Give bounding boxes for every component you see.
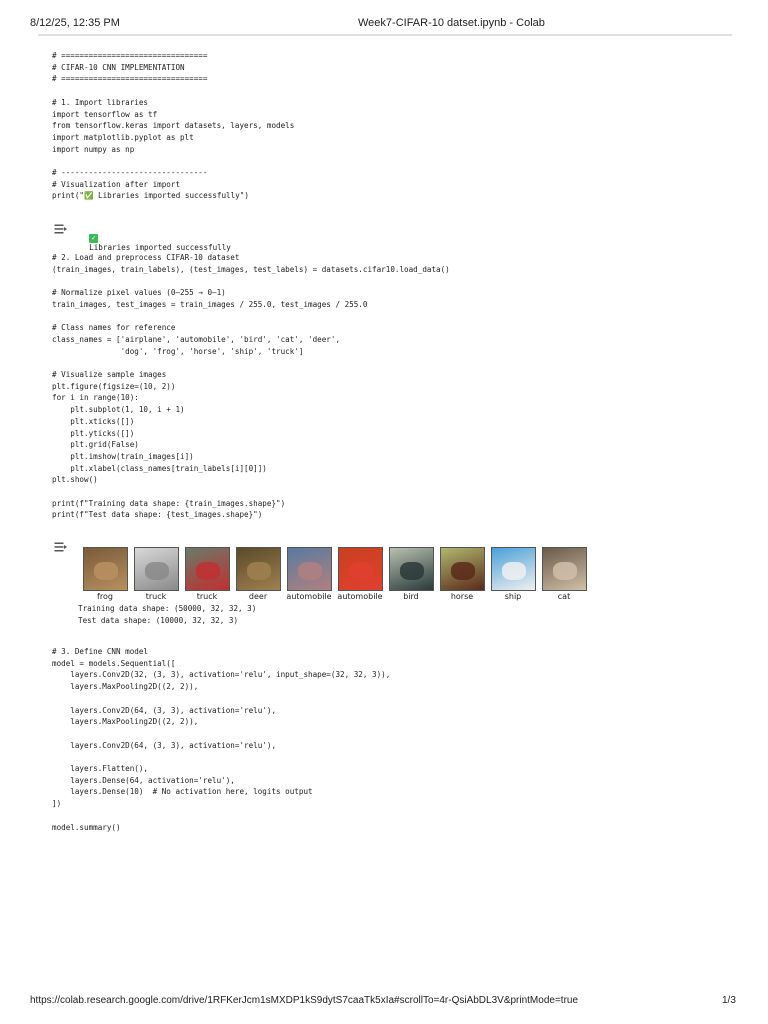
code-cell-imports[interactable]: # ================================ # CIFAR-10 CNN IMPLEMENTATION # ================================ # 1. Import libraries import tensorflow as tf from tensorflow.keras import datasets, layers, models import matplotlib.pyplot as plt import numpy as np # -------------------------------- # Visualization after import print("✅ Libraries imported successfully") xyxy=(52,51,295,201)
image-subject xyxy=(553,562,577,580)
sample-image-truck xyxy=(185,547,230,591)
sample-image-label: deer xyxy=(248,592,268,601)
sample-image-label: cat xyxy=(557,592,571,601)
cell-output-test-shape: Test data shape: (10000, 32, 32, 3) xyxy=(78,616,239,625)
notebook-title: Week7-CIFAR-10 datset.ipynb - Colab xyxy=(358,17,545,29)
output-text: Libraries imported successfully xyxy=(89,243,231,252)
image-subject xyxy=(145,562,169,580)
image-subject xyxy=(451,562,475,580)
sample-images-strip xyxy=(83,547,593,603)
sample-image-truck xyxy=(134,547,179,591)
code-cell-define-model[interactable]: # 3. Define CNN model model = models.Sequential([ layers.Conv2D(32, (3, 3), activation='relu', input_shape=(32, 32, 3)), layers.MaxPooling2D((2, 2)), layers.Conv2D(64, (3, 3), activation='relu'), layers.MaxPooling2D((2, 2)), layers.Conv2D(64, (3, 3), activation='relu'), layers.Flatten(), layers.Dense(64, activation='relu'), layers.Dense(10) # No activation here, logits output ]) model.summary() xyxy=(52,647,391,832)
sample-image-ship xyxy=(491,547,536,591)
image-subject xyxy=(247,562,271,580)
sample-image-cat xyxy=(542,547,587,591)
sample-image-label: truck xyxy=(145,592,167,601)
sample-image-horse xyxy=(440,547,485,591)
sample-image-label: automobile xyxy=(337,592,383,601)
sample-image-label: bird xyxy=(403,592,419,601)
cell-output-train-shape: Training data shape: (50000, 32, 32, 3) xyxy=(78,604,257,613)
sample-image-automobile xyxy=(338,547,383,591)
header-divider xyxy=(38,34,732,36)
image-subject xyxy=(349,562,373,580)
sample-image-label: truck xyxy=(196,592,218,601)
sample-image-label: automobile xyxy=(286,592,332,601)
sample-image-frog xyxy=(83,547,128,591)
image-subject xyxy=(196,562,220,580)
image-subject xyxy=(94,562,118,580)
page-url: https://colab.research.google.com/drive/1RFKerJcm1sMXDP1kS9dytS7caaTk5xIa#scrollTo=4r-QsiAbDL3V&printMode=true xyxy=(30,995,579,1006)
print-footer xyxy=(0,990,768,1020)
sample-image-label: frog xyxy=(97,592,113,601)
code-cell-load-data[interactable]: # 2. Load and preprocess CIFAR-10 dataset (train_images, train_labels), (test_images, test_labels) = datasets.cifar10.load_data() # Normalize pixel values (0–255 → 0–1) train_images, test_images = train_images / 255.0, test_images / 255.0 # Class names for reference class_names = ['airplane', 'automobile', 'bird', 'cat', 'deer', 'dog', 'frog', 'horse', 'ship', 'truck'] # Visualize sample images plt.figure(figsize=(10, 2)) for i in range(10): plt.subplot(1, 10, i + 1) plt.xticks([]) plt.yticks([]) plt.grid(False) plt.imshow(train_images[i]) plt.xlabel(class_names[train_labels[i][0]]) plt.show() print(f"Training data shape: {train_images.shape}") print(f"Test data shape: {test_images.shape}") xyxy=(52,253,450,520)
page-number: 1/3 xyxy=(722,995,736,1006)
image-subject xyxy=(502,562,526,580)
image-subject xyxy=(298,562,322,580)
sample-image-label: ship xyxy=(504,592,522,601)
output-toggle-icon[interactable] xyxy=(54,224,68,234)
sample-image-deer xyxy=(236,547,281,591)
image-subject xyxy=(400,562,424,580)
cell-output-imports xyxy=(80,223,231,252)
output-toggle-icon[interactable] xyxy=(54,542,68,552)
check-mark-icon: ✓ xyxy=(89,234,98,243)
print-datetime: 8/12/25, 12:35 PM xyxy=(30,17,120,29)
sample-image-automobile xyxy=(287,547,332,591)
sample-image-label: horse xyxy=(450,592,474,601)
sample-image-bird xyxy=(389,547,434,591)
